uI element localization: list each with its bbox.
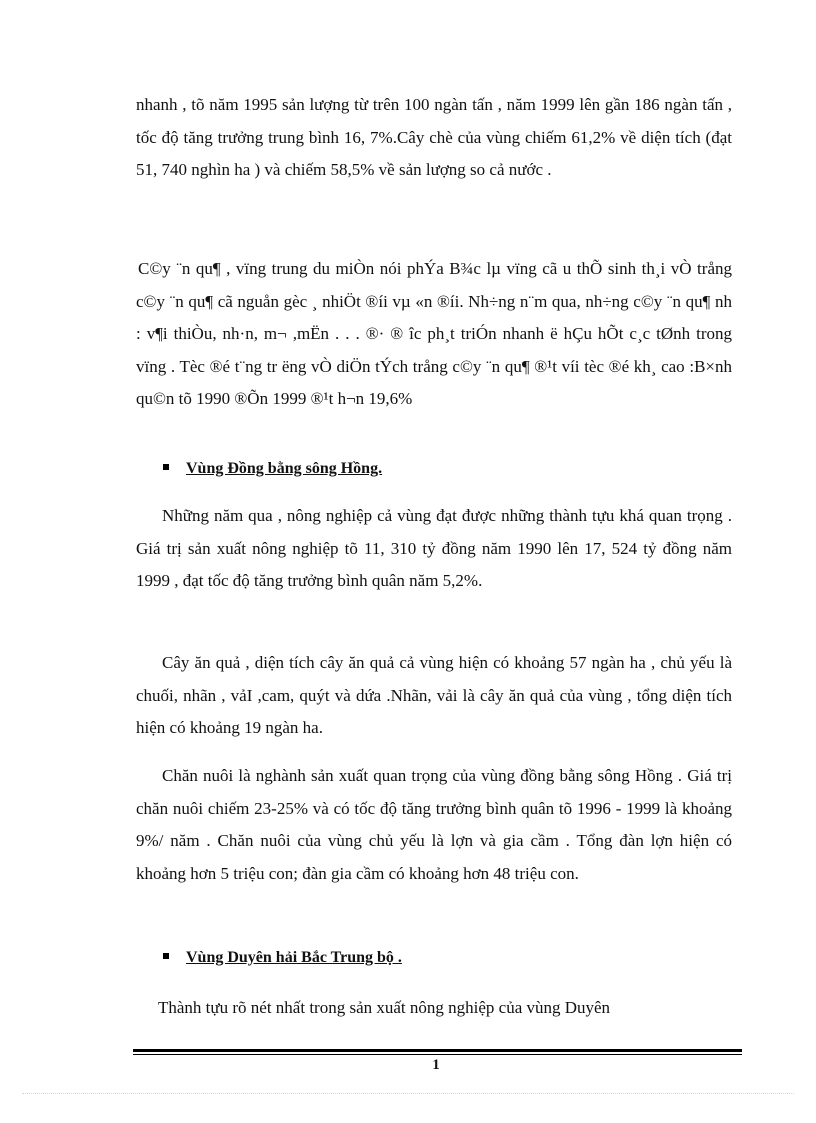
page-bottom-dotted-line <box>22 1093 794 1094</box>
heading-text: Vùng Đồng bằng sông Hồng. <box>186 460 383 477</box>
paragraph-livestock: Chăn nuôi là nghành sản xuất quan trọng của vùng đồng bằng sông Hồng . Giá trị chăn nuôi chiếm 23-25% và có tốc độ tăng trưởng bình quân tõ 1996 - 1999 là khoảng 9%/ năm . Chăn nuôi của vùng chủ yếu là lợn và gia cầm . Tổng đàn lợn hiện có khoảng hơn 5 triệu con; đàn gia cầm có khoảng hơn 48 triệu con. <box>136 766 732 883</box>
paragraph-fruit-trees-north: C©y ¨n qu¶ , vïng trung du miÒn nói phÝa B¾c lµ vïng cã u thÕ sinh th¸i vÒ trång c©y ¨n qu¶ cã nguån gèc ¸ nhiÖt ®íi vµ «n ®íi. Nh÷ng n¨m qua, nh÷ng c©y ¨n qu¶ nh : v¶i thiÒu, nh·n, m¬ ,mËn . . . ®· ® îc ph¸t triÓn nhanh ë hÇu hÕt c¸c tØnh trong vïng . Tèc ®é t¨ng tr ëng vÒ diÖn tÝch trång c©y ¨n qu¶ ®¹t víi tèc ®é kh¸ cao :B×nh qu©n tõ 1990 ®Õn 1999 ®¹t h¬n 19,6% <box>136 259 732 409</box>
bullet-icon <box>163 464 169 470</box>
paragraph-tea-production: nhanh , tõ năm 1995 sản lượng từ trên 100 ngàn tấn , năm 1999 lên gần 186 ngàn tấn , tốc độ tăng trưởng trung bình 16, 7%.Cây chè của vùng chiếm 61,2% về diện tích (đạt 51, 740 nghìn ha ) và chiếm 58,5% về sản lượng so cả nước . <box>136 95 732 180</box>
paragraph-fruit-area: Cây ăn quả , diện tích cây ăn quả cả vùng hiện có khoảng 57 ngàn ha , chủ yếu là chuối, nhãn , vảI ,cam, quýt và dứa .Nhãn, vải là cây ăn quả của vùng , tổng diện tích hiện có khoảng 19 ngàn ha. <box>136 653 732 738</box>
paragraph-duyen-hai-intro: Thành tựu rõ nét nhất trong sản xuất nông nghiệp của vùng Duyên <box>158 998 611 1017</box>
paragraph-agriculture-achievements: Những năm qua , nông nghiệp cả vùng đạt được những thành tựu khá quan trọng . Giá trị sản xuất nông nghiệp tõ 11, 310 tỷ đồng năm 1990 lên 17, 524 tỷ đồng năm 1999 , đạt tốc độ tăng trưởng bình quân năm 5,2%. <box>136 506 732 591</box>
footer-rule-thin <box>133 1054 742 1055</box>
bullet-icon <box>163 953 169 959</box>
heading-north-central-coast <box>163 948 402 968</box>
heading-text: Vùng Duyên hải Bắc Trung bộ . <box>186 949 402 966</box>
heading-red-river-delta <box>163 459 382 479</box>
footer-rule-thick <box>133 1049 742 1052</box>
page-number: 1 <box>432 1057 440 1073</box>
